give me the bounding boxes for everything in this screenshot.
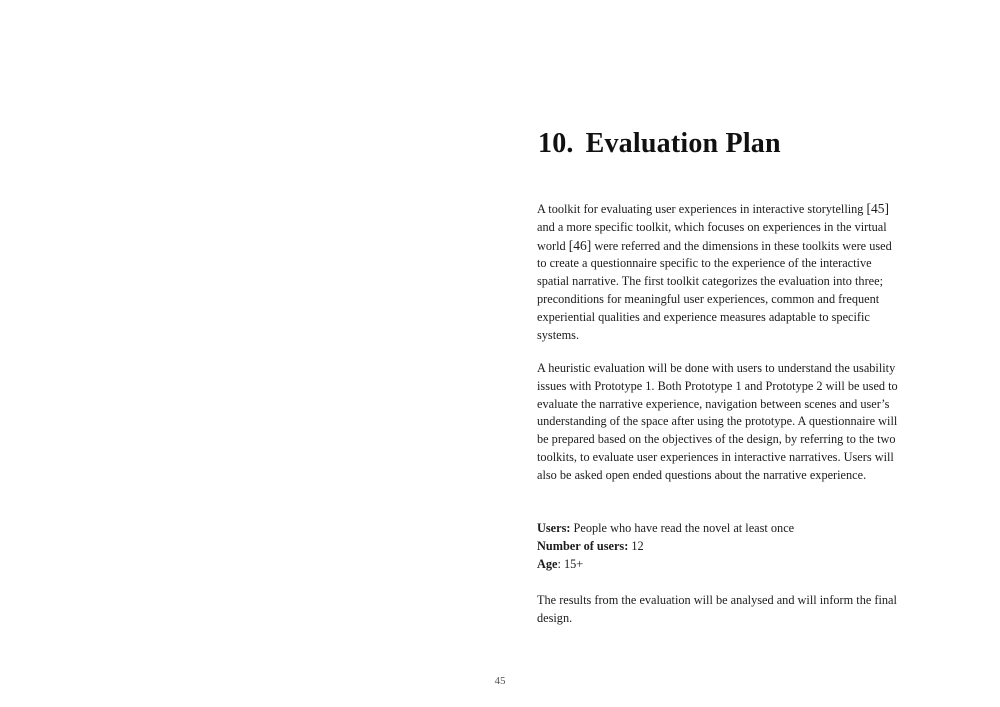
participant-info — [537, 520, 794, 573]
users-label: Users: — [537, 521, 571, 535]
section-title: Evaluation Plan — [585, 128, 781, 159]
page-number: 45 — [494, 675, 506, 687]
user-count-value: 12 — [628, 538, 644, 553]
text-line: preconditions for meaningful user experiences, common and frequent — [537, 291, 880, 306]
text-line: be prepared based on the objectives of the design, by referring to the two — [537, 432, 896, 447]
text-line: understanding of the space after using the prototype. A questionnaire will — [537, 414, 898, 429]
text-line: issues with Prototype 1. Both Prototype 1 and Prototype 2 will be used to — [537, 378, 898, 393]
user-count-label: Number of users: — [537, 538, 629, 553]
text-line: evaluate the narrative experience, navigation between scenes and user’s — [537, 396, 890, 411]
text-line: The results from the evaluation will be analysed and will inform the final — [537, 593, 897, 607]
text-line: to create a questionnaire specific to the experience of the interactive — [537, 256, 872, 271]
text-line: experiential qualities and experience measures adaptable to specific — [537, 309, 870, 324]
text-line — [537, 200, 937, 219]
age-row — [537, 556, 794, 574]
text-line: also be asked open ended questions about the narrative experience. — [537, 467, 867, 482]
right-page — [500, 0, 1000, 707]
paragraph-results — [537, 592, 937, 628]
paragraph-heuristic-evaluation — [537, 360, 937, 485]
text-line: spatial narrative. The first toolkit categorizes the evaluation into three; — [537, 274, 884, 289]
text-line — [537, 237, 937, 256]
text-span: were referred and the dimensions in these toolkits were used — [591, 238, 892, 253]
citation-45: [45] — [866, 201, 890, 216]
users-row — [537, 520, 794, 538]
section-number: 10. — [538, 128, 574, 159]
age-value: : 15+ — [557, 556, 584, 571]
citation-46: [46] — [568, 237, 592, 253]
text-line: design. — [537, 610, 573, 625]
text-line: and a more specific toolkit, which focuses on experiences in the virtual — [537, 219, 887, 234]
user-count-row — [537, 538, 794, 556]
users-value: People who have read the novel at least once — [570, 521, 795, 535]
age-label: Age — [537, 556, 558, 571]
paragraph-toolkits — [537, 200, 937, 344]
text-span: world — [537, 238, 569, 253]
text-line: toolkits, to evaluate user experiences in interactive narratives. Users will — [537, 449, 894, 464]
section-heading — [538, 128, 781, 160]
text-span: A toolkit for evaluating user experiences in interactive storytelling — [537, 202, 867, 216]
text-line: systems. — [537, 327, 580, 342]
text-line: A heuristic evaluation will be done with users to understand the usability — [537, 361, 896, 375]
